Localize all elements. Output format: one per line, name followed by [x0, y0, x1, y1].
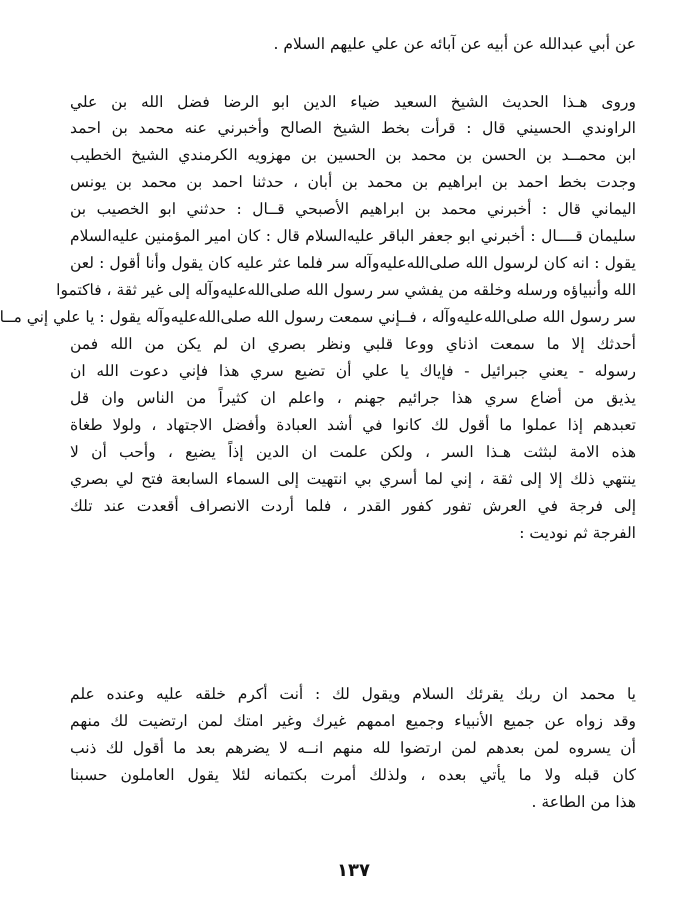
- text-line: هذا من الطاعة .: [531, 793, 636, 811]
- text-line: وروى هـذا الحديث الشيخ السعيد ضياء الدين ابو الرضا فضل الله بن علي: [70, 93, 636, 111]
- text-line: الفرجة ثم نوديت :: [519, 524, 636, 542]
- text-line: هذه الامة لبثثت هـذا السر ، ولكن علمت ان الدين إذاً يضيع ، وأحب أن لا: [70, 443, 636, 461]
- text-line: وجدت بخط احمد بن ابراهيم بن محمد بن أبان ، حدثنا احمد بن محمد بن يونس: [70, 173, 636, 191]
- text-line: اليماني قال : أخبرني محمد بن ابراهيم الأصبحي قــال : حدثني ابو الخصيب بن: [70, 200, 636, 218]
- text-line: الراوندي الحسيني قال : قرأت بخط الشيخ الصالح وأخبرني عنه محمد بن احمد: [70, 119, 636, 137]
- text-line: يا محمد ان ربك يقرئك السلام ويقول لك : أنت أكرم خلقه عليه وعنده علم: [70, 685, 636, 703]
- text-line: تعبدهم إذا عملوا ما أقول لك كانوا في أشد العبادة وأفضل الاجتهاد ، ولولا طغاة: [70, 416, 636, 434]
- text-line: أحدثك إلا ما سمعت اذناي ووعا قلبي ونظر بصري ان لم يكن من الله فمن: [70, 335, 636, 353]
- text-line: رسوله - يعني جبرائيل - فإياك يا علي أن تضيع سري هذا فإني دعوت الله ان: [70, 362, 636, 380]
- text-line: الله وأنبياؤه ورسله وخلقه من يفشي سر رسول الله صلى‌الله‌عليه‌وآله إلى غير ثقة ، فاكتموا: [56, 281, 636, 299]
- text-line: عن أبي عبدالله عن أبيه عن آبائه عن علي عليهم السلام .: [273, 35, 636, 53]
- text-line: سر رسول الله صلى‌الله‌عليه‌وآله ، فــإني سمعت رسول الله صلى‌الله‌عليه‌وآله يقول : يا علي إني مــا: [0, 308, 636, 326]
- text-line: ينتهي ذلك إلا إلى ثقة ، إني لما أسري بي انتهيت إلى السماء السابعة فتح لي بصري: [70, 470, 636, 488]
- text-line: أن يسروه لمن بعدهم لمن ارتضوا لله منهم انــه لا يضرهم بعد ما أقول لك ذنب: [70, 739, 636, 757]
- text-line: سليمان قــــال : أخبرني ابو جعفر الباقر عليه‌السلام قال : كان امير المؤمنين عليه‌السلام: [70, 227, 636, 245]
- text-line: كان قبله ولا ما يأتي بعده ، ولذلك أمرت بكتمانه لئلا يقول العاملون حسبنا: [70, 766, 636, 784]
- text-line: ابن محمــد بن الحسن بن محمد بن الحسين بن مهزويه الكرمندي الشيخ الخطيب: [70, 146, 636, 164]
- text-line: يذيق من أضاع سري هذا جرائيم جهنم ، واعلم ان كثيراً من الناس وان قل: [70, 389, 636, 407]
- text-line: إلى فرجة في العرش تفور كفور القدر ، فلما أردت الانصراف أقعدت عند تلك: [70, 497, 636, 515]
- page-number: ١٣٧: [337, 860, 370, 881]
- text-line: وقد زواه عن جميع الأنبياء وجميع اممهم غيرك وغير امتك لمن ارتضيت لك منهم: [70, 712, 636, 730]
- text-line: يقول : انه كان لرسول الله صلى‌الله‌عليه‌وآله سر فلما عثر عليه كان يقول وأنا أقول : لعن: [70, 254, 636, 272]
